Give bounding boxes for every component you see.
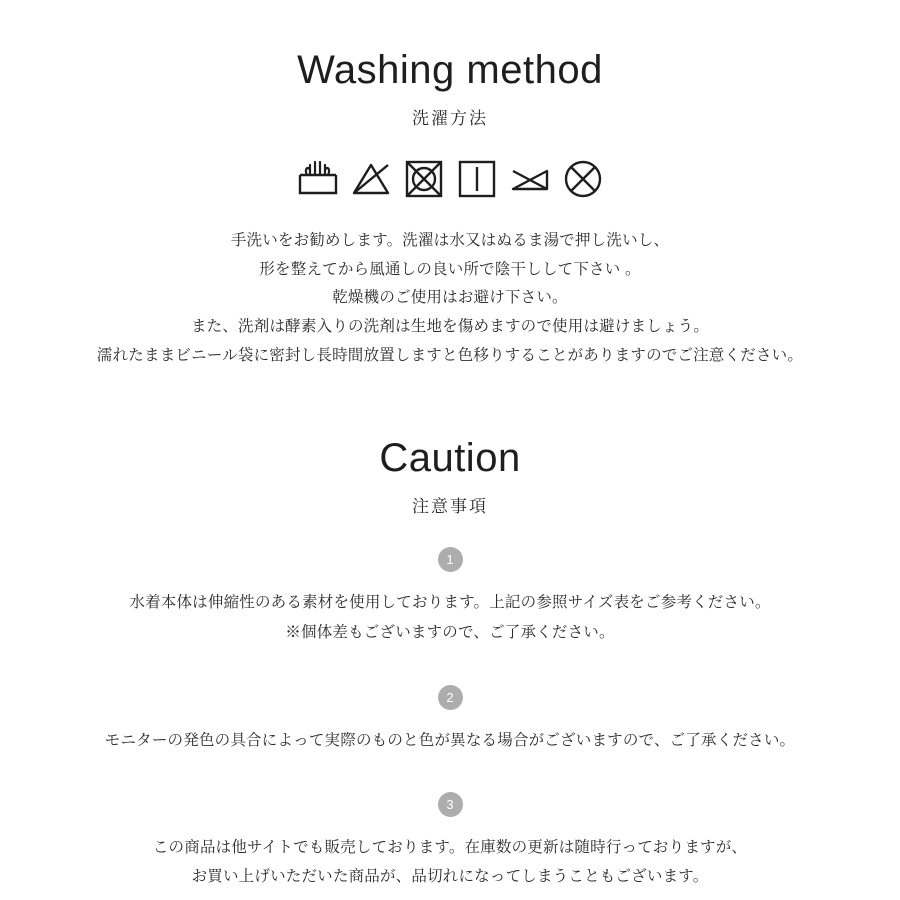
status-badge: 1 [438,547,463,572]
care-symbol-row [0,159,900,199]
caution-item-text [0,726,900,755]
washing-line: 濡れたままビニール袋に密封し長時間放置しますと色移りすることがありますのでご注意ください。 [96,346,804,364]
washing-line: 乾燥機のご使用はお避け下さい。 [332,289,568,307]
no-bleach-icon [350,159,392,199]
caution-item-text [0,833,900,892]
no-tumble-dry-icon [403,159,445,199]
caution-line: この商品は他サイトでも販売しております。在庫数の更新は随時行っておりますが、 [152,838,748,856]
washing-method-section [0,0,900,370]
caution-line: 水着本体は伸縮性のある素材を使用しております。上記の参照サイズ表をご参考ください。 [129,594,771,612]
caution-title-en: Caution [379,436,521,481]
no-dry-clean-icon [562,159,604,199]
caution-list [0,547,900,891]
washing-line: また、洗剤は酵素入りの洗剤は生地を傷めますので使用は避けましょう。 [190,318,710,336]
drip-dry-icon [456,159,498,199]
caution-section [0,434,900,891]
no-iron-icon [509,159,551,199]
hand-wash-icon [297,159,339,199]
caution-line: モニターの発色の具合によって実際のものと色が異なる場合がございますので、ご了承ください。 [104,732,796,750]
caution-item-text [0,588,900,647]
list-item [0,547,900,647]
caution-title-ja: 注意事項 [412,497,488,517]
status-badge: 2 [438,685,463,710]
washing-line: 手洗いをお勧めします。洗濯は水又はぬるま湯で押し洗いし、 [230,232,670,249]
status-badge: 3 [438,792,463,817]
washing-description [0,227,900,370]
caution-line: お買い上げいただいた商品が、品切れになってしまうこともございます。 [191,868,709,886]
washing-line: 形を整えてから風通しの良い所で陰干しして下さい 。 [259,260,641,278]
caution-line: ※個体差もございますので、ご了承ください。 [285,623,615,641]
washing-title-ja: 洗濯方法 [412,109,488,128]
washing-title-en: Washing method [297,48,603,92]
list-item [0,685,900,755]
list-item [0,792,900,892]
